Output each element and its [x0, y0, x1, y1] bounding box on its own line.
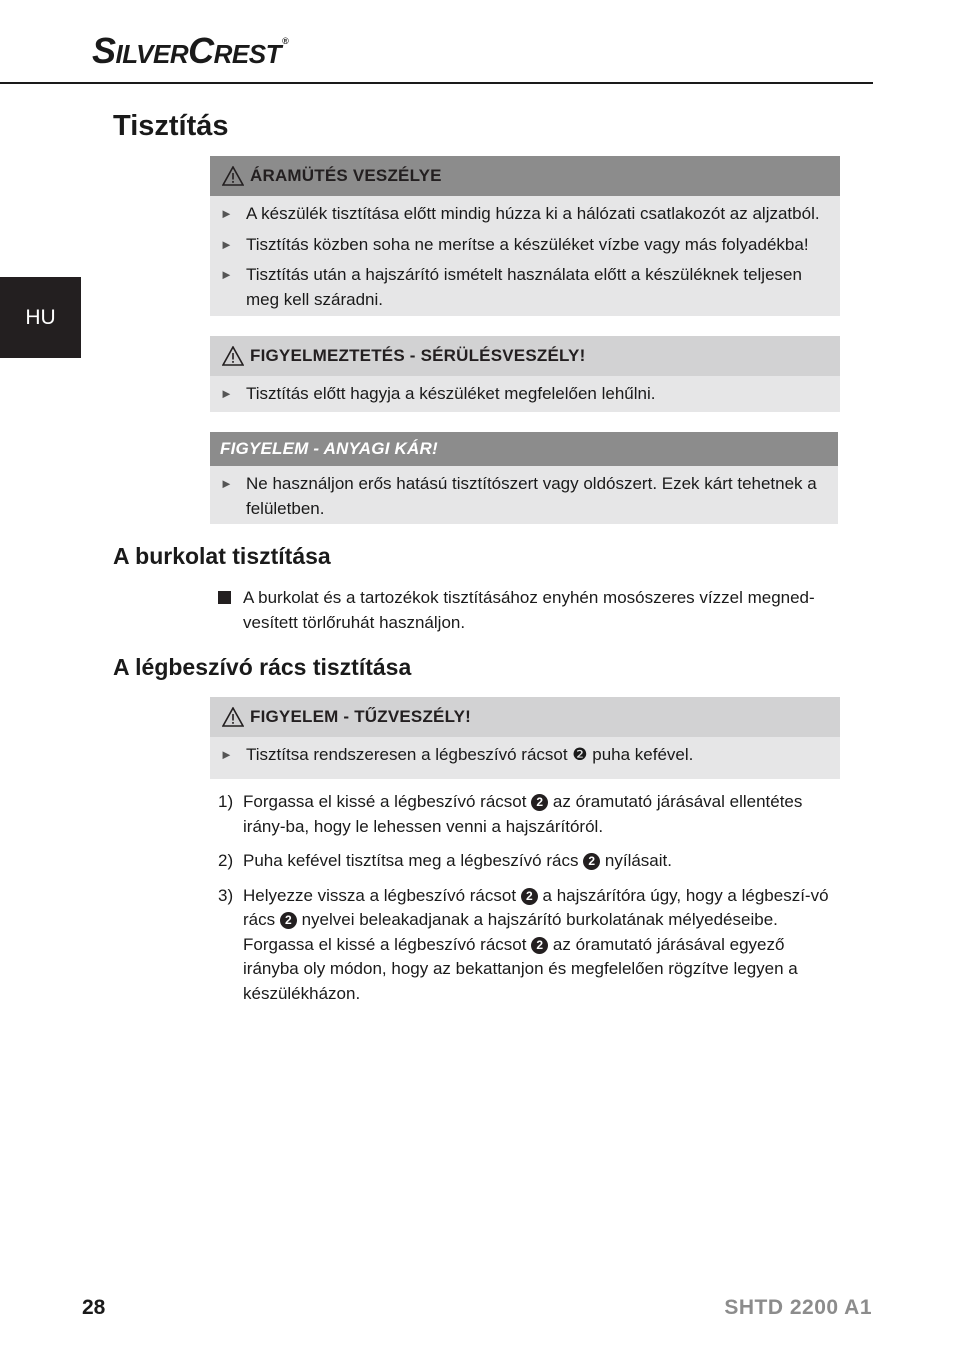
warning-title: FIGYELEM - TŰZVESZÉLY!	[250, 707, 472, 726]
arrow-bullet-icon: ►	[220, 476, 233, 491]
model-number: SHTD 2200 A1	[724, 1296, 872, 1319]
list-item: ► Ne használjon erős hatású tisztítószert vagy oldószert. Ezek kárt tehetnek a felületben.	[220, 474, 817, 518]
page-title: Tisztítás	[113, 110, 229, 142]
arrow-bullet-icon: ►	[220, 747, 233, 762]
header-divider	[0, 82, 873, 84]
warning-box-electric	[210, 156, 840, 316]
part-reference-icon: 2	[531, 794, 548, 811]
section-heading-housing: A burkolat tisztítása	[113, 543, 331, 569]
step-item: 2) Puha kefével tisztítsa meg a légbeszívó rács 2 nyílásait.	[218, 851, 672, 870]
page-number: 28	[82, 1296, 106, 1319]
warning-triangle-icon	[222, 707, 244, 727]
language-tab: HU	[0, 277, 81, 358]
warning-header	[210, 697, 840, 737]
list-item: ► Tisztítás közben soha ne merítse a készüléket vízbe vagy más folyadékba!	[220, 233, 830, 258]
cleaning-steps	[218, 790, 838, 1016]
arrow-bullet-icon: ►	[220, 236, 233, 252]
warning-header	[210, 432, 838, 466]
warning-box-damage	[210, 432, 838, 524]
list-item: ► Tisztítás után a hajszárító ismételt használata előtt a készüléknek teljesen meg kell száradni.	[220, 265, 802, 309]
step-item: 3) Helyezze vissza a légbeszívó rácsot 2 a hajszárítóra úgy, hogy a légbeszí-vó rács 2 nyelvei beleakadjanak a hajszárító burkolatának mélyedéseibe. Forgassa el kissé a légbeszívó rácsot 2 az óramutató járásával egyező irányba oly módon, hogy az bekattanjon és megfelelően rögzítve legyen a készülékházon.	[218, 885, 829, 1003]
part-reference-icon: 2	[521, 888, 538, 905]
warning-box-injury	[210, 336, 840, 412]
warning-triangle-icon	[222, 346, 244, 366]
brand-logo: SILVERCREST®	[92, 30, 289, 71]
warning-title: FIGYELMEZTETÉS - SÉRÜLÉSVESZÉLY!	[250, 346, 586, 365]
warning-box-fire	[210, 697, 840, 779]
warning-header	[210, 336, 840, 376]
square-bullet-icon	[218, 591, 231, 604]
list-item: ► A készülék tisztítása előtt mindig húzza ki a hálózati csatlakozót az aljzatból.	[220, 202, 830, 227]
part-reference-icon: 2	[531, 937, 548, 954]
part-reference-icon: 2	[583, 853, 600, 870]
warning-header	[210, 156, 840, 196]
arrow-bullet-icon: ►	[220, 386, 233, 401]
list-item: ► Tisztítsa rendszeresen a légbeszívó rácsot ❷ puha kefével.	[220, 743, 830, 768]
section-heading-grille: A légbeszívó rács tisztítása	[113, 654, 412, 680]
arrow-bullet-icon: ►	[220, 206, 233, 221]
part-reference-icon: 2	[280, 912, 297, 929]
list-item: ► Tisztítás előtt hagyja a készüléket megfelelően lehűlni.	[220, 382, 830, 407]
step-item: 1) Forgassa el kissé a légbeszívó rácsot 2 az óramutató járásával ellentétes irány-ba, hogy le lehessen venni a hajszárítóról.	[218, 792, 803, 836]
warning-title: ÁRAMÜTÉS VESZÉLYE	[250, 166, 442, 185]
arrow-bullet-icon: ►	[220, 267, 233, 282]
warning-title: FIGYELEM - ANYAGI KÁR!	[220, 439, 438, 458]
housing-instruction: A burkolat és a tartozékok tisztításához enyhén mosószeres vízzel megned-vesített törlőruhát használjon.	[218, 586, 838, 635]
warning-triangle-icon	[222, 166, 244, 186]
